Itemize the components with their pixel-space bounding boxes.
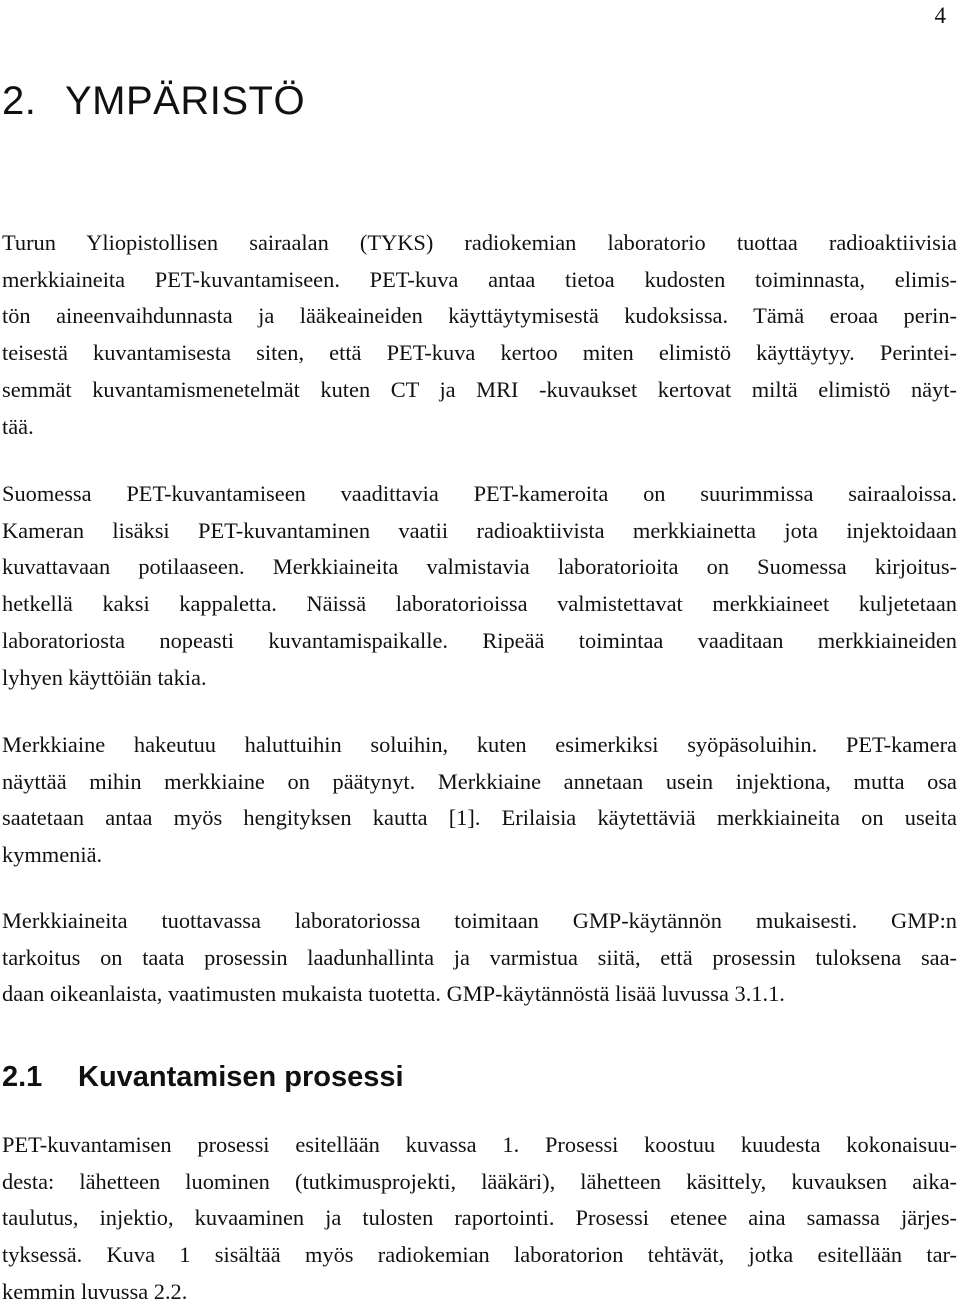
paragraph-line: lyhyen käyttöiän takia.	[2, 664, 207, 690]
paragraph-line: hetkellä kaksi kappaletta. Näissä laboratorioissa valmistettavat merkkiaineet kuljetetaan	[2, 591, 957, 617]
paragraph-line: Suomessa PET-kuvantamiseen vaadittavia PET-kameroita on suurimmissa sairaaloissa.	[2, 481, 957, 506]
subsection-title: Kuvantamisen prosessi	[78, 1061, 404, 1093]
paragraph-line: Turun Yliopistollisen sairaalan (TYKS) radiokemian laboratorio tuottaa radioaktiivisia	[2, 230, 957, 255]
subsection-number: 2.1	[2, 1061, 43, 1093]
page-number: 4	[934, 3, 946, 28]
paragraph-line: desta: lähetteen luominen (tutkimusprojekti, lääkäri), lähetteen käsittely, kuvauksen aika-	[2, 1168, 957, 1194]
paragraph-line: Merkkiaineita tuottavassa laboratoriossa toimitaan GMP-käytännön mukaisesti. GMP:n	[2, 908, 957, 933]
paragraph-line: kuvattavaan potilaaseen. Merkkiaineita valmistavia laboratorioita on Suomessa kirjoitus-	[2, 554, 957, 580]
paragraph-line: semmät kuvantamismenetelmät kuten CT ja MRI -kuvaukset kertovat miltä elimistö näyt-	[2, 376, 957, 402]
paragraph-line: Merkkiaine hakeutuu haluttuihin soluihin, kuten esimerkiksi syöpäsoluihin. PET-kamera	[2, 732, 957, 757]
section-number: 2.	[2, 79, 37, 123]
paragraph-5	[2, 1127, 957, 1311]
paragraph-line: tön aineenvaihdunnasta ja lääkeaineiden käyttäytymisestä kudoksissa. Tämä eroaa perin-	[2, 303, 957, 329]
paragraph-line: kymmeniä.	[2, 842, 103, 868]
paragraph-1	[2, 225, 957, 445]
section-title: YMPÄRISTÖ	[65, 79, 306, 123]
paragraph-line: kemmin luvussa 2.2.	[2, 1278, 188, 1304]
paragraph-line: teisestä kuvantamisesta siten, että PET-kuva kertoo miten elimistö käyttäytyy. Perintei-	[2, 340, 957, 366]
paragraph-line: laboratoriosta nopeasti kuvantamispaikalle. Ripeää toimintaa vaaditaan merkkiaineiden	[2, 627, 957, 653]
paragraph-4	[2, 903, 957, 1013]
paragraph-3	[2, 727, 957, 874]
paragraph-line: daan oikeanlaista, vaatimusten mukaista tuotetta. GMP-käytännöstä lisää luvussa 3.1.1.	[2, 981, 785, 1007]
paragraph-line: tarkoitus on taata prosessin laadunhallinta ja varmistua siitä, että prosessin tuloksena saa-	[2, 944, 957, 970]
paragraph-line: taulutus, injektio, kuvaaminen ja tulosten raportointi. Prosessi etenee aina samassa järjes-	[2, 1205, 957, 1231]
subsection-heading	[2, 1057, 404, 1097]
paragraph-line: Kameran lisäksi PET-kuvantaminen vaatii radioaktiivista merkkiainetta jota injektoidaan	[2, 517, 957, 543]
section-heading	[2, 76, 305, 126]
paragraph-2	[2, 476, 957, 696]
paragraph-line: tyksessä. Kuva 1 sisältää myös radiokemian laboratorion tehtävät, jotka esitellään tar-	[2, 1242, 957, 1268]
paragraph-line: merkkiaineita PET-kuvantamiseen. PET-kuva antaa tietoa kudosten toiminnasta, elimis-	[2, 266, 957, 292]
paragraph-line: saatetaan antaa myös hengityksen kautta [1]. Erilaisia käytettäviä merkkiaineita on useita	[2, 805, 957, 831]
paragraph-line: näyttää mihin merkkiaine on päätynyt. Merkkiaine annetaan usein injektiona, mutta osa	[2, 768, 957, 794]
paragraph-line: PET-kuvantamisen prosessi esitellään kuvassa 1. Prosessi koostuu kuudesta kokonaisuu-	[2, 1132, 957, 1157]
paragraph-line: tää.	[2, 413, 34, 439]
